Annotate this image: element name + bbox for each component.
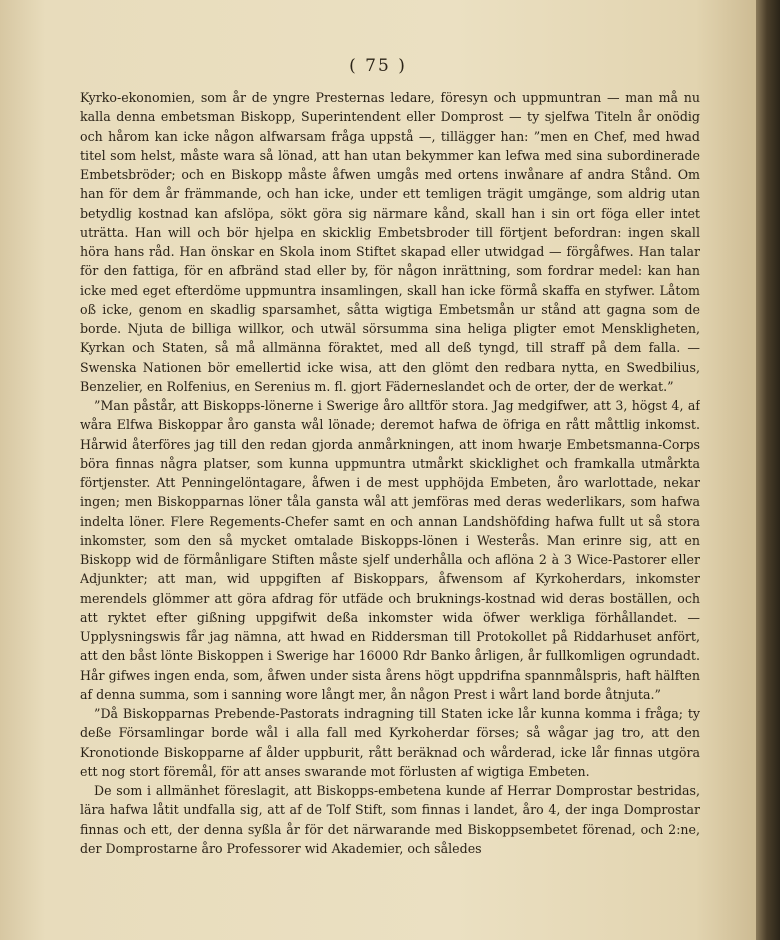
paragraph: ”Man påstår, att Biskopps-lönerne i Swerige åro alltför stora. Jag medgifwer, att 3, högst 4, af wåra Elfwa Biskoppar åro gansta wål lönade; deremot hafwa de öfriga en rått måttlig inkomst. Hårwid återföres jag till den redan gjorda anmårkningen, att inom hwarje Embetsmanna-Corps böra finnas några platser, som kunna uppmuntra utmårkt skicklighet och framkalla utmårkta förtjenster. Att Penningelöntagare, åfwen i de mest upphöjda Embeten, åro warlottade, nekar ingen; men Biskopparnas löner tåla gansta wål att jemföras med deras wederlikars, som hafwa indelta löner. Flere Regements-Chefer samt en och annan Landshöfding hafwa fullt ut så stora inkomster, som den så mycket omtalade Biskopps-lönen i Westerås. Man erinre sig, att en Biskopp wid de förmånligare Stiften måste sjelf underhålla och aflöna 2 à 3 Wice-Pastorer eller Adjunkter; att man, wid uppgiften af Biskoppars, åfwensom af Kyrkoherdars, inkomster merendels glömmer att göra afdrag för utfäde och bruknings-kostnad wid deras boställen, och att ryktet efter gißning uppgifwit deßa inkomster wida öfwer werkliga förhållandet. — Upplysningswis får jag nämna, att hwad en Riddersman till Protokollet på Riddarhuset anfört, att den båst lönte Biskoppen i Swerige har 16000 Rdr Banko årligen, år fullkomligen ogrundadt. Hår gifwes ingen enda, som, åfwen under sista årens högt uppdrifna spannmålspris, haft hälften af denna summa, som i sanning wore långt mer, ån någon Prest i wårt land borde åtnjuta.” [80, 398, 700, 702]
page-number: ( 75 ) [349, 56, 407, 76]
book-binding [756, 0, 780, 940]
paragraph: ”Då Biskopparnas Prebende-Pastorats indragning till Staten icke lår kunna komma i fråga; ty deße Församlingar borde wål i alla fall med Kyrkoherdar förses; så wågar jag tro, att den Kronotionde Biskopparne af ålder uppburit, rått beräknad och wårderad, icke lår finnas utgöra ett nog stort föremål, för att anses swarande mot förlusten af wigtiga Embeten. [80, 706, 700, 779]
paragraph: Kyrko-ekonomien, som år de yngre Presternas ledare, föresyn och uppmuntran — man må nu kalla denna embetsman Biskopp, Superintendent eller Domprost — ty sjelfwa Titeln år onödig och hårom kan icke någon alfwarsam fråga uppstå —, tillägger han: ”men en Chef, med hwad titel som helst, måste wara så lönad, att han utan bekymmer kan lefwa med sina subordinerade Embetsbröder; och en Biskopp måste åfwen umgås med ortens inwånare af andra Stånd. Om han för dem år främmande, och han icke, under ett temligen trägit umgänge, som aldrig utan betydlig kostnad kan afslöpa, sökt göra sig närmare kånd, skall han i sin ort föga eller intet uträtta. Han will och bör hjelpa en skicklig Embetsbroder till förtjent befordran: ingen skall höra hans råd. Han önskar en Skola inom Stiftet skapad eller utwidgad — förgåfwes. Han talar för den fattiga, för en afbränd stad eller by, för någon inrättning, som fordrar medel: kan han icke med eget efterdöme uppmuntra insamlingen, skall han icke förmå skaffa en styfwer. Låtom oß icke, genom en skadlig sparsamhet, såtta wigtiga Embetsmån ur stånd att gagna som de borde. Njuta de billiga willkor, och utwäl sörsumma sina heliga pligter emot Menskligheten, Kyrkan och Staten, så må allmänna föraktet, med all deß tyngd, till straff på dem falla. — Swenska Nationen bör emellertid icke wisa, att den glömt den redbara nytta, en Swedbilius, Benzelier, en Rolfenius, en Serenius m. fl. gjort Fäderneslandet och de orter, der de werkat.” [80, 90, 700, 394]
paragraph: De som i allmänhet föreslagit, att Biskopps-embetena kunde af Herrar Domprostar bestridas, lära hafwa låtit undfalla sig, att af de Tolf Stift, som finnas i landet, åro 4, der inga Domprostar finnas och ett, der denna syßla år för det närwarande med Biskoppsembetet förenad, och 2:ne, der Domprostarne åro Professorer wid Akademier, och således [80, 783, 700, 856]
body-text [80, 88, 700, 880]
